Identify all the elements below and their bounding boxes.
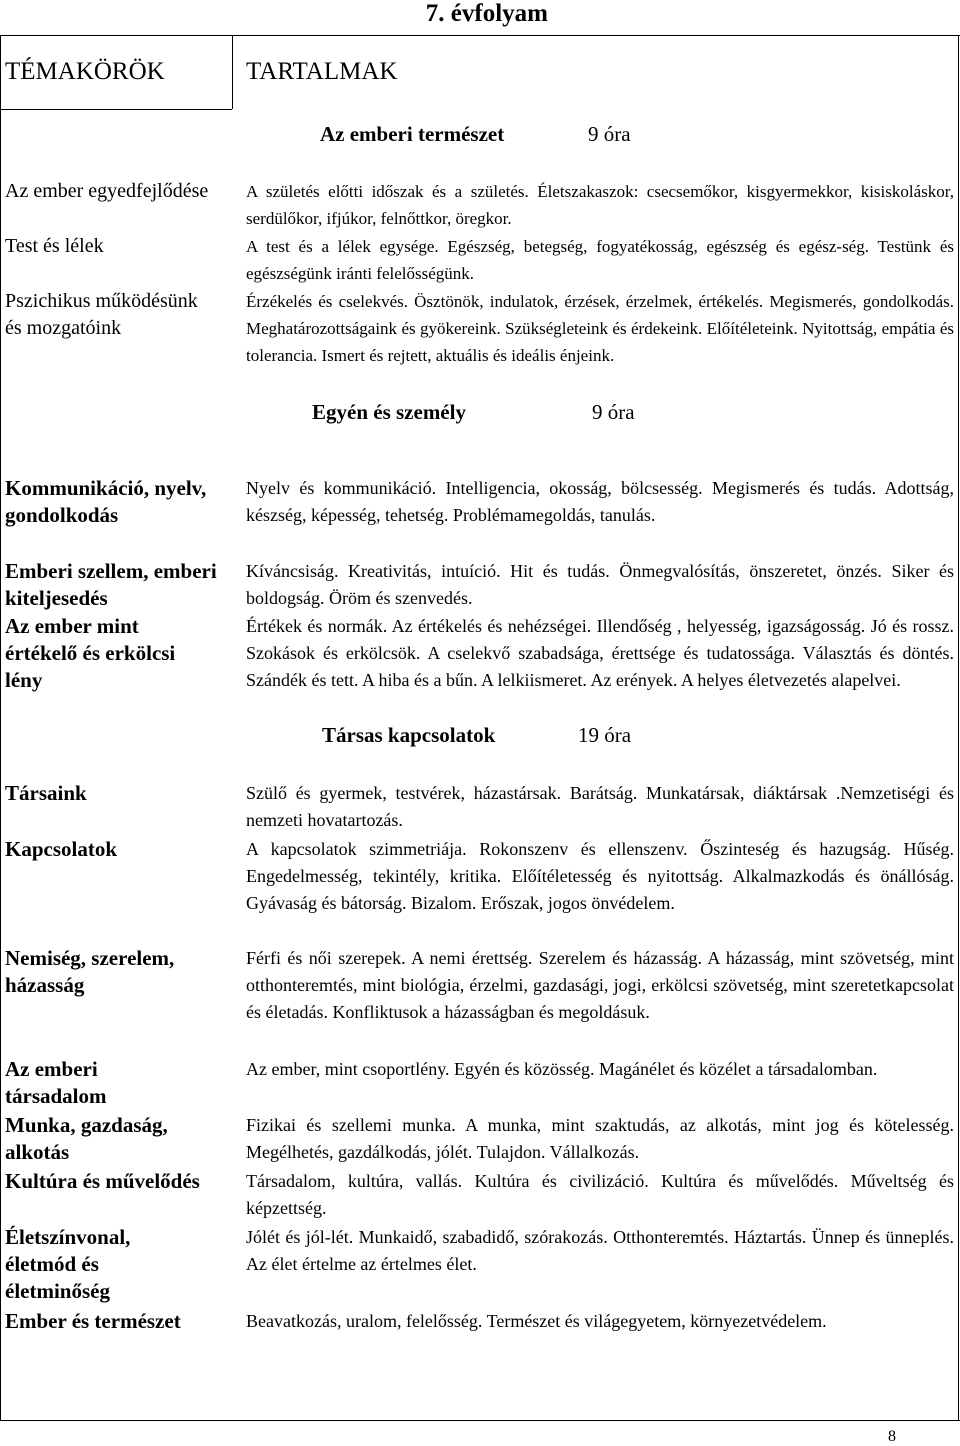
topic-label: Az ember egyedfejlődése (5, 180, 209, 202)
topic-content: Fizikai és szellemi munka. A munka, mint szaktudás, az alkotás, mint jog és kötelesség. Megélhetés, gazdálkodás, jólét. Tulajdon. Vállalkozás. (246, 1115, 954, 1162)
topic-content: Az ember, mint csoportlény. Egyén és közösség. Magánélet és közélet a társadalomban. (246, 1059, 878, 1079)
table-bottom-border (0, 1420, 960, 1421)
topic-label: Ember és természet (5, 1309, 181, 1333)
topic-label: Kultúra és művelődés (5, 1169, 200, 1193)
topic-content: A test és a lélek egysége. Egészség, betegség, fogyatékosság, egészség és egész-ség. Testünk és egészségünk iránti felelősségünk. (246, 237, 954, 283)
topic-label: Munka, gazdaság, alkotás (5, 1113, 168, 1164)
header-contents: TARTALMAK (246, 58, 398, 85)
grade-heading: 7. évfolyam (425, 0, 548, 27)
topic-label: Nemiség, szerelem, házasság (5, 946, 175, 997)
section-title: Egyén és személy (312, 400, 466, 424)
topic-content: Szülő és gyermek, testvérek, házastársak. Barátság. Munkatársak, diáktársak .Nemzetiségi és nemzeti hovatartozás. (246, 783, 954, 830)
page-number: 8 (888, 1428, 896, 1445)
topic-content: A kapcsolatok szimmetriája. Rokonszenv és ellenszenv. Őszinteség és hazugság. Hűség. Engedelmesség, tekintély, kritika. Előítéletesség és nyitottság. Alkalmazkodás és önállóság. Gyávaság és bátorság. Bizalom. Erőszak, jogos önvédelem. (246, 839, 954, 913)
topic-content: Férfi és női szerepek. A nemi érettség. Szerelem és házasság. A házasság, mint szövetség, mint otthonteremtés, mint biológia, érzelmi, gazdasági, jogi, erkölcsi szövetség, mint szeretetkapcsolat és életadás. Konfliktusok a házasságban és megoldásuk. (246, 948, 954, 1022)
topic-content: Beavatkozás, uralom, felelősség. Természet és világegyetem, környezetvédelem. (246, 1311, 827, 1331)
topic-content: Társadalom, kultúra, vallás. Kultúra és civilizáció. Kultúra és művelődés. Műveltség és képzettség. (246, 1171, 954, 1218)
topic-label: Az emberi társadalom (5, 1057, 107, 1108)
topic-label: Kommunikáció, nyelv, gondolkodás (5, 476, 207, 527)
topic-label: Társaink (5, 781, 87, 805)
section-hours: 19 óra (578, 723, 632, 747)
topic-label: Az ember mint értékelő és erkölcsi lény (5, 614, 176, 692)
topic-content: Értékek és normák. Az értékelés és nehézségei. Illendőség , helyesség, igazságosság. Jó és rossz. Szokások és erkölcsök. A cselekvő szabadsága, érettsége és tudatossága. Választás és döntés. Szándék és tett. A hiba és a bűn. A lelkiismeret. Az erények. A helyes életvezetés alapelvei. (246, 616, 954, 690)
topic-content: A születés előtti időszak és a születés. Életszakaszok: csecsemőkor, kisgyermekkor, kisiskoláskor, serdülőkor, ifjúkor, felnőttkor, öregkor. (246, 182, 954, 228)
topic-content: Jólét és jól-lét. Munkaidő, szabadidő, szórakozás. Otthonteremtés. Háztartás. Ünnep és ünneplés. Az élet értelme az értelmes élet. (246, 1227, 954, 1274)
topic-label: Pszichikus működésünk és mozgatóink (5, 290, 198, 339)
topic-label: Test és lélek (5, 235, 104, 257)
header-topics: TÉMAKÖRÖK (5, 58, 165, 85)
topic-label: Életszínvonal, életmód és életminőség (5, 1225, 131, 1303)
section-hours: 9 óra (588, 122, 631, 146)
header-divider (0, 109, 232, 110)
topic-content: Kíváncsiság. Kreativitás, intuíció. Hit és tudás. Önmegvalósítás, önszeretet, önzés. Siker és boldogság. Öröm és szenvedés. (246, 561, 954, 608)
table-left-border (0, 35, 1, 1421)
column-divider (232, 35, 233, 109)
topic-label: Emberi szellem, emberi kiteljesedés (5, 559, 217, 610)
topic-label: Kapcsolatok (5, 837, 118, 861)
table-right-border (958, 35, 959, 1421)
section-title: Társas kapcsolatok (322, 723, 496, 747)
section-title: Az emberi természet (320, 122, 505, 146)
table-top-border (0, 35, 960, 36)
section-hours: 9 óra (592, 400, 635, 424)
topic-content: Nyelv és kommunikáció. Intelligencia, okosság, bölcsesség. Megismerés és tudás. Adottság, készség, képesség, tehetség. Problémamegoldás, tanulás. (246, 478, 954, 525)
topic-content: Érzékelés és cselekvés. Ösztönök, indulatok, érzések, érzelmek, értékelés. Megismerés, gondolkodás. Meghatározottságaink és gyökereink. Szükségleteink és érdekeink. Előítéleteink. Nyitottság, empátia és tolerancia. Ismert és rejtett, aktuális és ideális énjeink. (246, 292, 954, 365)
